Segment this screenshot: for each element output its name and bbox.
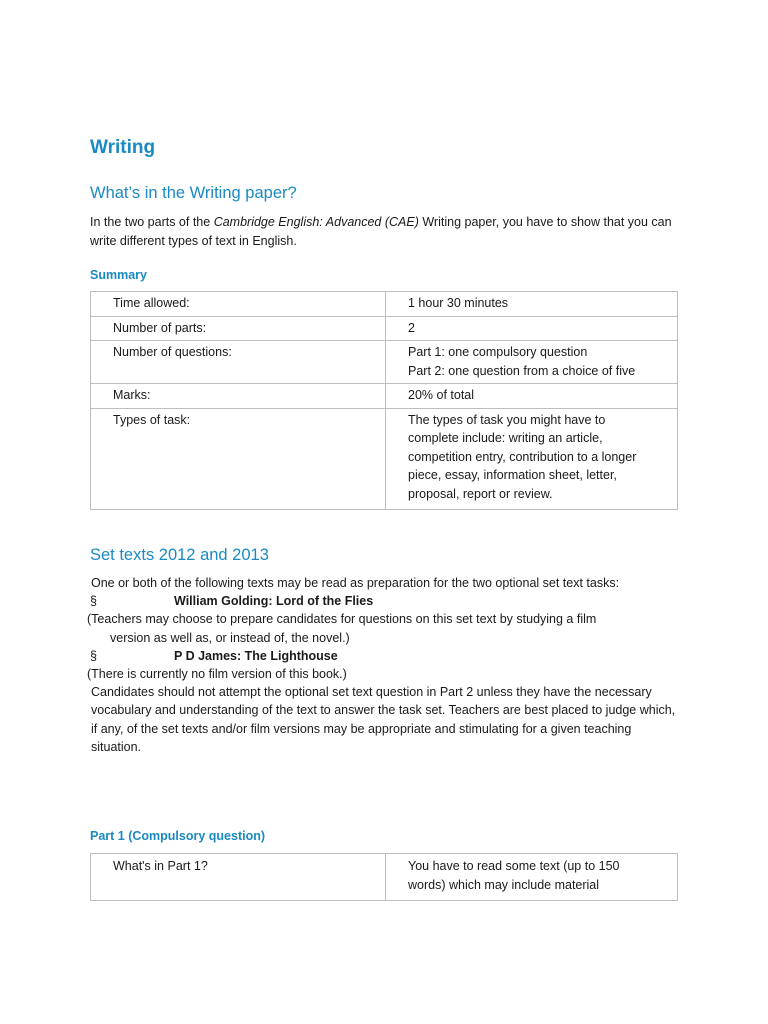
table-row <box>91 341 678 384</box>
row-value: 1 hour 30 minutes <box>386 292 678 317</box>
set-text-note <box>87 665 680 683</box>
intro-paragraph <box>90 213 680 250</box>
intro-exam-name: Cambridge English: Advanced (CAE) <box>213 215 419 229</box>
row-label: What's in Part 1? <box>91 854 386 901</box>
note-line: (Teachers may choose to prepare candidates for questions on this set text by studying a film <box>87 612 597 627</box>
section-title-set-texts: Set texts 2012 and 2013 <box>90 546 269 564</box>
summary-table <box>90 291 678 510</box>
table-row <box>91 316 678 341</box>
set-text-title: P D James: The Lighthouse <box>174 648 338 663</box>
part1-table <box>90 853 678 901</box>
row-label: Number of questions: <box>91 341 386 384</box>
table-row <box>91 384 678 409</box>
row-label: Marks: <box>91 384 386 409</box>
row-value-line: Part 2: one question from a choice of five <box>408 363 636 378</box>
section-mark-icon: § <box>90 594 97 609</box>
set-texts-lead: One or both of the following texts may be read as preparation for the two optional set text tasks: <box>91 576 620 590</box>
section-mark-icon: § <box>90 648 97 663</box>
set-texts-closing: Candidates should not attempt the optional set text question in Part 2 unless they have the necessary vocabulary and understanding of the text to answer the task set. Teachers are best placed to judge which, if any, of the set texts and/or film versions may be appropriate and stimulating for a given teaching situation. <box>91 685 676 754</box>
row-value: 2 <box>386 316 678 341</box>
table-row <box>91 292 678 317</box>
page-heading: Writing <box>90 137 156 158</box>
intro-text-end: Writing paper, you have to show that you can write different types of text in English. <box>90 215 672 248</box>
table-row <box>91 854 678 901</box>
set-text-note <box>87 610 680 646</box>
row-label: Number of parts: <box>91 316 386 341</box>
row-label: Time allowed: <box>91 292 386 317</box>
part1-heading: Part 1 (Compulsory question) <box>90 829 266 843</box>
table-row <box>91 408 678 510</box>
set-text-title: William Golding: Lord of the Flies <box>174 594 374 609</box>
note-line: (There is currently no film version of this book.) <box>87 666 347 681</box>
set-texts-body <box>87 574 680 756</box>
section-title-writing-paper: What’s in the Writing paper? <box>90 184 297 202</box>
row-value: 20% of total <box>386 384 678 409</box>
row-value <box>386 341 678 384</box>
note-line: version as well as, or instead of, the novel.) <box>110 630 350 645</box>
row-value: The types of task you might have to complete include: writing an article, competition entry, contribution to a longer piece, essay, information sheet, letter, proposal, report or review. <box>386 408 678 510</box>
row-value-line: Part 1: one compulsory question <box>408 345 588 359</box>
row-value: You have to read some text (up to 150 words) which may include material <box>386 854 678 901</box>
row-label: Types of task: <box>91 408 386 510</box>
set-text-item <box>90 592 680 610</box>
summary-heading: Summary <box>90 268 147 282</box>
set-text-item <box>90 647 680 665</box>
intro-text-start: In the two parts of the <box>90 215 214 229</box>
